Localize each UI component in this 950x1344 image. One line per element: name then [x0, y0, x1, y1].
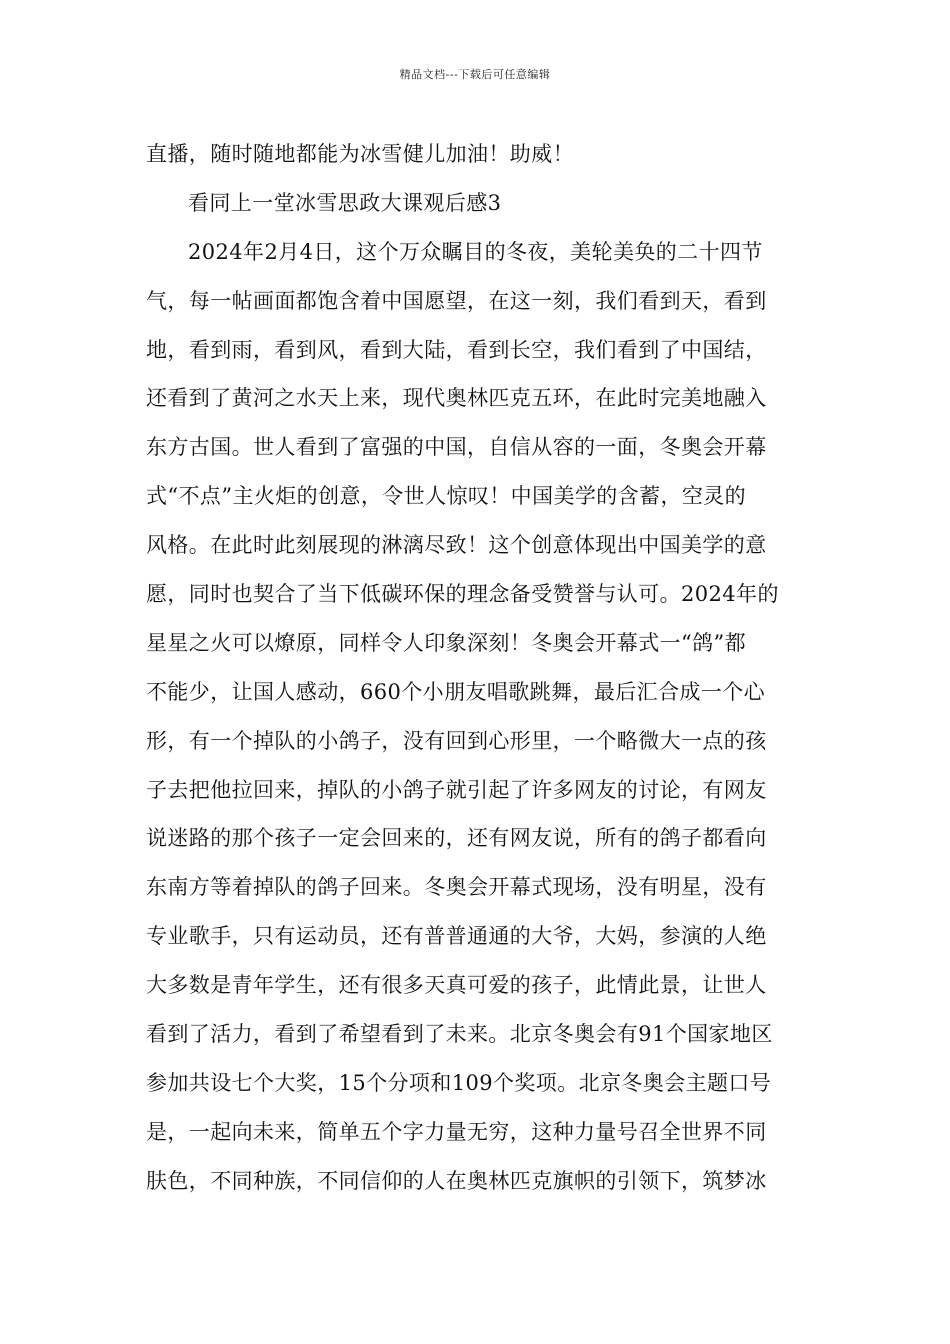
text-line: 形，有一个掉队的小鸽子，没有回到心形里，一个略微大一点的孩: [146, 728, 767, 753]
text-line: 参加共设七个大奖，15个分项和109个奖项。北京冬奥会主题口号: [146, 1070, 772, 1095]
text-line: 大多数是青年学生，还有很多天真可爱的孩子，此情此景，让世人: [146, 973, 767, 998]
text-line: 说迷路的那个孩子一定会回来的，还有网友说，所有的鸽子都看向: [146, 826, 767, 851]
text-line: 看到了活力，看到了希望看到了未来。北京冬奥会有91个国家地区: [146, 1022, 773, 1047]
paragraph-first-line: 2024年2月4日，这个万众瞩目的冬夜，美轮美奂的二十四节: [188, 239, 763, 264]
text-line: 地，看到雨，看到风，看到大陆，看到长空，我们看到了中国结，: [146, 337, 767, 362]
text-line: 直播，随时随地都能为冰雪健儿加油！助威！: [146, 142, 574, 166]
text-line: 东南方等着掉队的鸽子回来。冬奥会开幕式现场，没有明星，没有: [146, 875, 767, 900]
document-body: [146, 130, 806, 1206]
text-line: 还看到了黄河之水天上来，现代奥林匹克五环，在此时完美地融入: [146, 386, 767, 411]
text-line: 式“不点”主火炬的创意，令世人惊叹！中国美学的含蓄，空灵的: [146, 484, 747, 509]
text-line: 不能少，让国人感动，660个小朋友唱歌跳舞，最后汇合成一个心: [146, 679, 766, 704]
text-line: 星星之火可以燎原，同样令人印象深刻！冬奥会开幕式一“鸽”都: [146, 630, 747, 655]
text-line: 愿，同时也契合了当下低碳环保的理念备受赞誉与认可。2024年的: [146, 582, 779, 607]
text-line: 气，每一帖画面都饱含着中国愿望，在这一刻，我们看到天，看到: [146, 288, 767, 313]
text-line: 东方古国。世人看到了富强的中国，自信从容的一面，冬奥会开幕: [146, 435, 767, 460]
text-line: 肤色，不同种族，不同信仰的人在奥林匹克旗帜的引领下，筑梦冰: [146, 1168, 767, 1193]
section-title: 看同上一堂冰雪思政大课观后感3: [188, 190, 502, 215]
text-line: 风格。在此时此刻展现的淋漓尽致！这个创意体现出中国美学的意: [146, 533, 767, 558]
text-line: 专业歌手，只有运动员，还有普普通通的大爷，大妈，参演的人绝: [146, 924, 767, 949]
page-header: 精品文档---下载后可任意编辑: [399, 68, 551, 81]
text-line: 是，一起向未来，简单五个字力量无穷，这种力量号召全世界不同: [146, 1119, 767, 1144]
text-line: 子去把他拉回来，掉队的小鸽子就引起了许多网友的讨论，有网友: [146, 777, 767, 802]
